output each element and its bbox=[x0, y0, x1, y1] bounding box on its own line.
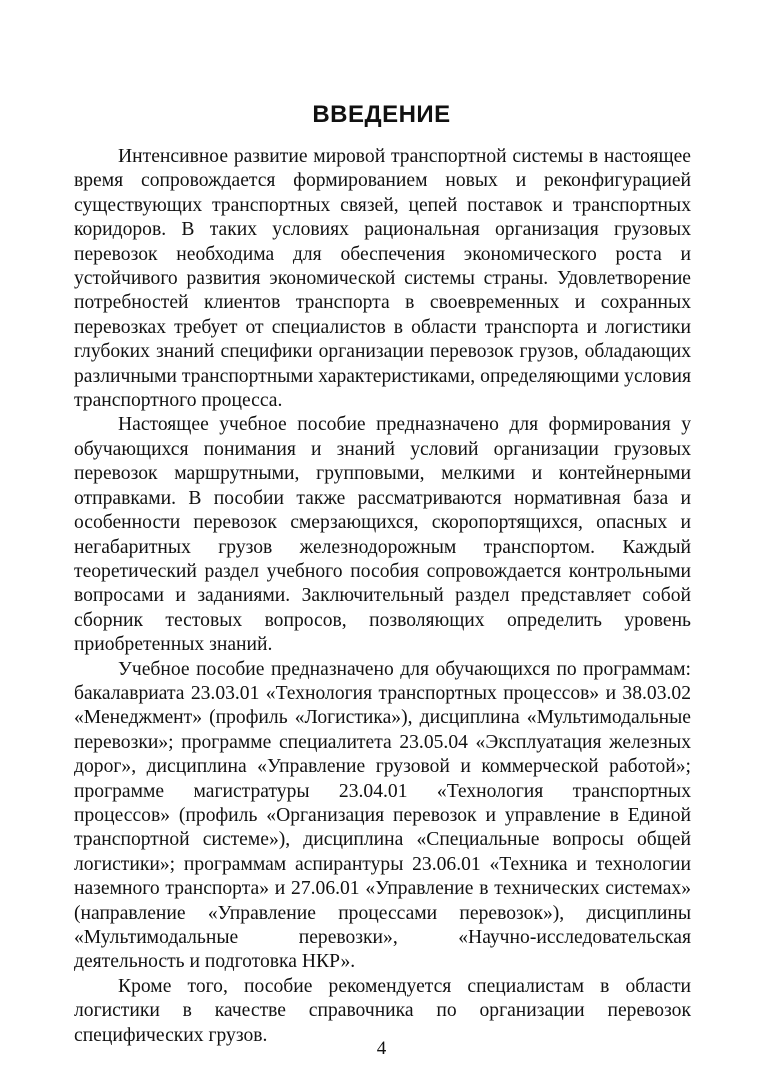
paragraph-purpose: Настоящее учебное пособие предназначено для формирования у обучающихся понимания и знаний условий организации грузовых перевозок маршрутными, групповыми, мелкими и контейнерными отправками. В пособии также рассматриваются нормативная база и особенности перевозок смерзающихся, скоропортящихся, опасных и негабаритных грузов железнодорожным транспортом. Каждый теоретический раздел учебного пособия сопровождается контрольными вопросами и заданиями. Заключительный раздел представляет собой сборник тестовых вопросов, позволяющих определить уровень приобретенных знаний. bbox=[74, 414, 691, 656]
page-number: 4 bbox=[376, 1038, 387, 1059]
paragraph-recommendation: Кроме того, пособие рекомендуется специалистам в области логистики в качестве справочника по организации перевозок специфических грузов. bbox=[74, 975, 691, 1046]
body-text bbox=[74, 145, 691, 1048]
paragraph-audience: Учебное пособие предназначено для обучающихся по программам: бакалавриата 23.03.01 «Технология транспортных процессов» и 38.03.02 «Менеджмент» (профиль «Логистика»), дисциплина «Мультимодальные перевозки»; программе специалитета 23.05.04 «Эксплуатация железных дорог», дисциплина «Управление грузовой и коммерческой работой»; программе магистратуры 23.04.01 «Технология транспортных процессов» (профиль «Организация перевозок и управление в Единой транспортной системе»), дисциплина «Специальные вопросы общей логистики»; программам аспирантуры 23.06.01 «Техника и технологии наземного транспорта» и 27.06.01 «Управление в технических системах» (направление «Управление процессами перевозок»), дисциплины «Мультимодальные перевозки», «Научно-исследовательская деятельность и подготовка НКР». bbox=[74, 658, 691, 973]
page-title: ВВЕДЕНИЕ bbox=[312, 101, 451, 128]
paragraph-intro: Интенсивное развитие мировой транспортной системы в настоящее время сопровождается формированием новых и реконфигурацией существующих транспортных связей, цепей поставок и транспортных коридоров. В таких условиях рациональная организация грузовых перевозок необходима для обеспечения экономического роста и устойчивого развития экономической системы страны. Удовлетворение потребностей клиентов транспорта в своевременных и сохранных перевозках требует от специалистов в области транспорта и логистики глубоких знаний специфики организации перевозок грузов, обладающих различными транспортными характеристиками, определяющими условия транспортного процесса. bbox=[74, 146, 691, 412]
